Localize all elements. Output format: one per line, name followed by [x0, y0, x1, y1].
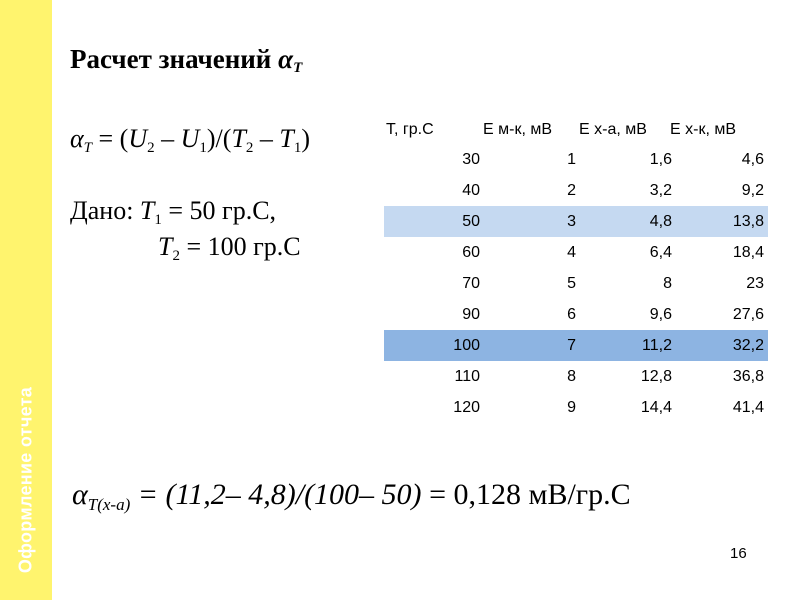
result-alpha-subscript: T(х-а) — [87, 495, 131, 514]
title-text: Расчет значений — [70, 44, 279, 74]
given-line-2 — [158, 232, 301, 265]
cell-e-hk: 23 — [746, 274, 764, 292]
table-row-highlighted-t2 — [384, 330, 768, 361]
given-t1-sub: 1 — [154, 212, 162, 228]
header-temperature: Т, гр.С — [386, 120, 434, 138]
table-header-row — [384, 115, 768, 144]
cell-e-hk: 13,8 — [732, 212, 764, 230]
table-row — [384, 392, 768, 423]
formula-t2-sub: 2 — [245, 140, 254, 156]
cell-temperature: 100 — [453, 336, 480, 354]
cell-e-mk: 8 — [567, 367, 576, 385]
formula-mid: )/( — [206, 124, 232, 153]
data-table — [384, 115, 768, 423]
cell-temperature: 40 — [462, 181, 480, 199]
cell-e-ha: 11,2 — [642, 336, 672, 354]
table-row — [384, 361, 768, 392]
cell-e-hk: 27,6 — [732, 305, 764, 323]
cell-e-mk: 5 — [567, 274, 576, 292]
cell-e-hk: 18,4 — [732, 243, 764, 261]
table-row — [384, 144, 768, 175]
sidebar-label: Оформление отчета — [15, 386, 36, 574]
cell-temperature: 120 — [453, 398, 480, 416]
cell-temperature: 30 — [462, 150, 480, 168]
header-e-hk: Е х-к, мВ — [670, 120, 737, 138]
formula-minus-1: – — [154, 124, 181, 153]
table-row — [384, 237, 768, 268]
given-t1-value: = 50 гр.С, — [161, 196, 277, 225]
cell-e-ha: 14,4 — [640, 398, 672, 416]
formula-alpha: α — [70, 124, 84, 153]
result-value: = 0,128 мВ/гр.С — [421, 478, 631, 511]
sidebar-band — [0, 0, 52, 600]
slide-title — [70, 44, 302, 77]
cell-e-mk: 7 — [567, 336, 576, 354]
cell-e-hk: 36,8 — [732, 367, 764, 385]
cell-e-ha: 12,8 — [640, 367, 672, 385]
given-t2-value: = 100 гр.С — [179, 232, 301, 261]
cell-e-ha: 3,2 — [649, 181, 672, 199]
formula-t1: T — [279, 124, 294, 153]
alpha-formula — [70, 124, 310, 157]
cell-e-mk: 1 — [567, 150, 576, 168]
cell-e-mk: 3 — [567, 212, 576, 230]
cell-temperature: 110 — [454, 367, 480, 385]
cell-e-ha: 9,6 — [649, 305, 672, 323]
header-e-ha: Е х-а, мВ — [579, 120, 647, 138]
table-row — [384, 299, 768, 330]
cell-temperature: 90 — [462, 305, 480, 323]
table-row-highlighted-t1 — [384, 206, 768, 237]
cell-e-ha: 4,8 — [649, 212, 672, 230]
formula-minus-2: – — [253, 124, 280, 153]
table-row — [384, 268, 768, 299]
given-prefix: Дано: — [70, 196, 140, 225]
cell-e-hk: 9,2 — [741, 181, 764, 199]
formula-u1-sub: 1 — [199, 140, 207, 156]
cell-e-ha: 1,6 — [649, 150, 672, 168]
formula-t2: T — [231, 124, 246, 153]
cell-e-mk: 2 — [567, 181, 576, 199]
cell-e-hk: 4,6 — [741, 150, 764, 168]
formula-eq-open: = ( — [92, 124, 129, 153]
given-t1: T — [139, 196, 155, 225]
page-number: 16 — [730, 545, 747, 562]
cell-e-mk: 9 — [567, 398, 576, 416]
formula-alpha-subscript: T — [83, 140, 92, 156]
header-e-mk: Е м-к, мВ — [483, 120, 553, 138]
given-line-1 — [70, 196, 276, 229]
title-alpha: α — [278, 44, 294, 74]
cell-e-mk: 4 — [567, 243, 576, 261]
cell-temperature: 60 — [462, 243, 480, 261]
given-t2: T — [158, 232, 173, 261]
cell-e-hk: 32,2 — [732, 336, 764, 354]
result-alpha: α — [72, 478, 88, 511]
cell-temperature: 50 — [462, 212, 480, 230]
table-row — [384, 175, 768, 206]
formula-u1: U — [180, 124, 200, 153]
cell-e-hk: 41,4 — [732, 398, 764, 416]
formula-close: ) — [301, 124, 311, 153]
formula-t1-sub: 1 — [293, 140, 302, 156]
given-t2-sub: 2 — [172, 248, 180, 264]
cell-e-mk: 6 — [567, 305, 576, 323]
cell-e-ha: 8 — [663, 274, 672, 292]
cell-e-ha: 6,4 — [649, 243, 672, 261]
result-formula — [72, 478, 631, 515]
result-expression: = (11,2– 4,8)/(100– 50) — [130, 478, 422, 511]
formula-u2-sub: 2 — [147, 140, 155, 156]
title-alpha-subscript: T — [293, 60, 303, 76]
formula-u2: U — [128, 124, 148, 153]
cell-temperature: 70 — [462, 274, 480, 292]
